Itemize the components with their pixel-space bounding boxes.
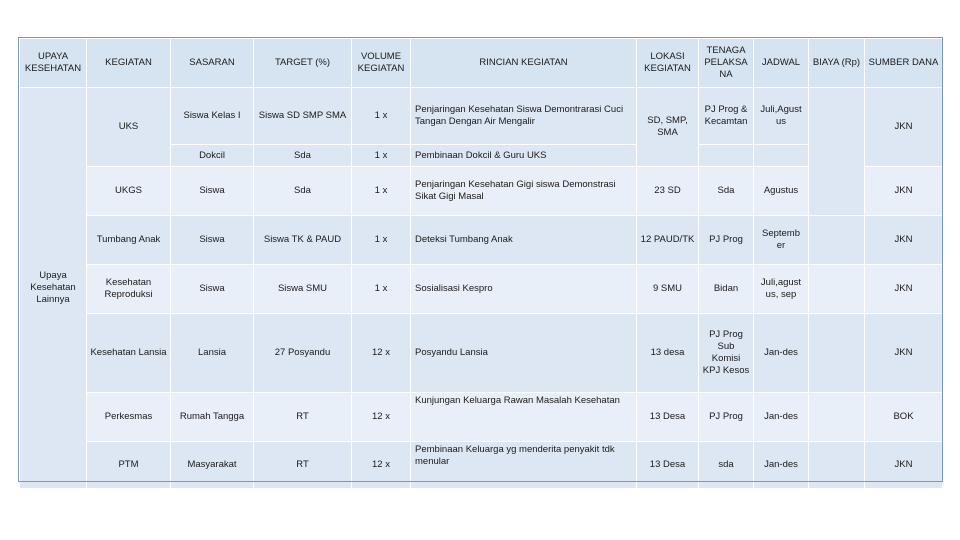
table-row xyxy=(20,216,943,265)
activity-table xyxy=(19,38,943,489)
header-jadwal: JADWAL xyxy=(754,39,809,88)
volume-cell: 1 x xyxy=(352,167,411,216)
sasaran-cell: Siswa Kelas I xyxy=(171,88,254,145)
lokasi-cell: SD, SMP, SMA xyxy=(637,88,699,167)
lokasi-cell: 13 Desa xyxy=(637,442,699,489)
sasaran-cell: Rumah Tangga xyxy=(171,393,254,442)
sumber-cell: JKN xyxy=(865,167,943,216)
header-tenaga: TENAGA PELAKSA NA xyxy=(699,39,754,88)
jadwal-cell: Agustus xyxy=(754,167,809,216)
rincian-cell: Penjaringan Kesehatan Gigi siswa Demonstrasi Sikat Gigi Masal xyxy=(411,167,637,216)
sumber-cell: JKN xyxy=(865,442,943,489)
jadwal-cell: Jan-des xyxy=(754,314,809,393)
volume-cell: 12 x xyxy=(352,393,411,442)
sasaran-cell: Siswa xyxy=(171,216,254,265)
rincian-cell: Pembinaan Dokcil & Guru UKS xyxy=(411,145,637,167)
upaya-cell: Upaya Kesehatan Lainnya xyxy=(20,88,87,489)
table-row xyxy=(20,393,943,442)
biaya-cell xyxy=(809,393,865,442)
lokasi-cell: 13 desa xyxy=(637,314,699,393)
volume-cell: 12 x xyxy=(352,442,411,489)
biaya-cell xyxy=(809,265,865,314)
target-cell: Siswa SMU xyxy=(254,265,352,314)
header-sumber: SUMBER DANA xyxy=(865,39,943,88)
kegiatan-cell: Perkesmas xyxy=(87,393,171,442)
header-sasaran: SASARAN xyxy=(171,39,254,88)
kegiatan-cell: Kesehatan Lansia xyxy=(87,314,171,393)
jadwal-cell: Juli,agust us, sep xyxy=(754,265,809,314)
target-cell: RT xyxy=(254,442,352,489)
activity-table-container xyxy=(19,38,942,481)
table-row xyxy=(20,314,943,393)
kegiatan-cell: UKGS xyxy=(87,167,171,216)
sumber-cell: BOK xyxy=(865,393,943,442)
sasaran-cell: Lansia xyxy=(171,314,254,393)
sumber-cell: JKN xyxy=(865,265,943,314)
rincian-cell: Deteksi Tumbang Anak xyxy=(411,216,637,265)
lokasi-cell: 13 Desa xyxy=(637,393,699,442)
sasaran-cell: Dokcil xyxy=(171,145,254,167)
volume-cell: 1 x xyxy=(352,145,411,167)
header-lokasi: LOKASI KEGIATAN xyxy=(637,39,699,88)
lokasi-cell: 12 PAUD/TK xyxy=(637,216,699,265)
header-biaya: BIAYA (Rp) xyxy=(809,39,865,88)
jadwal-cell xyxy=(754,145,809,167)
target-cell: Siswa SD SMP SMA xyxy=(254,88,352,145)
tenaga-cell: sda xyxy=(699,442,754,489)
header-volume: VOLUME KEGIATAN xyxy=(352,39,411,88)
sasaran-cell: Siswa xyxy=(171,265,254,314)
target-cell: Sda xyxy=(254,145,352,167)
header-upaya: UPAYA KESEHATAN xyxy=(20,39,87,88)
tenaga-cell: PJ Prog xyxy=(699,393,754,442)
table-row xyxy=(20,88,943,145)
volume-cell: 1 x xyxy=(352,88,411,145)
tenaga-cell: PJ Prog Sub Komisi KPJ Kesos xyxy=(699,314,754,393)
table-row xyxy=(20,265,943,314)
rincian-cell: Sosialisasi Kespro xyxy=(411,265,637,314)
table-row xyxy=(20,442,943,489)
jadwal-cell: Juli,Agust us xyxy=(754,88,809,145)
volume-cell: 12 x xyxy=(352,314,411,393)
volume-cell: 1 x xyxy=(352,265,411,314)
tenaga-cell: Bidan xyxy=(699,265,754,314)
lokasi-cell: 9 SMU xyxy=(637,265,699,314)
jadwal-cell: Septemb er xyxy=(754,216,809,265)
kegiatan-cell: Kesehatan Reproduksi xyxy=(87,265,171,314)
biaya-cell xyxy=(809,442,865,489)
target-cell: 27 Posyandu xyxy=(254,314,352,393)
sumber-cell: JKN xyxy=(865,216,943,265)
biaya-cell xyxy=(809,216,865,265)
kegiatan-cell: UKS xyxy=(87,88,171,167)
header-rincian: RINCIAN KEGIATAN xyxy=(411,39,637,88)
rincian-cell: Kunjungan Keluarga Rawan Masalah Kesehatan xyxy=(411,393,637,442)
rincian-cell: Pembinaan Keluarga yg menderita penyakit tdk menular xyxy=(411,442,637,489)
target-cell: RT xyxy=(254,393,352,442)
sumber-cell: JKN xyxy=(865,88,943,167)
biaya-cell xyxy=(809,314,865,393)
rincian-cell: Penjaringan Kesehatan Siswa Demontrarasi Cuci Tangan Dengan Air Mengalir xyxy=(411,88,637,145)
sasaran-cell: Siswa xyxy=(171,167,254,216)
tenaga-cell: Sda xyxy=(699,167,754,216)
header-target: TARGET (%) xyxy=(254,39,352,88)
lokasi-cell: 23 SD xyxy=(637,167,699,216)
tenaga-cell: PJ Prog & Kecamtan xyxy=(699,88,754,145)
kegiatan-cell: PTM xyxy=(87,442,171,489)
target-cell: Sda xyxy=(254,167,352,216)
sasaran-cell: Masyarakat xyxy=(171,442,254,489)
tenaga-cell xyxy=(699,145,754,167)
tenaga-cell: PJ Prog xyxy=(699,216,754,265)
sumber-cell: JKN xyxy=(865,314,943,393)
target-cell: Siswa TK & PAUD xyxy=(254,216,352,265)
header-row xyxy=(20,39,943,88)
jadwal-cell: Jan-des xyxy=(754,442,809,489)
table-row xyxy=(20,167,943,216)
biaya-cell xyxy=(809,88,865,216)
volume-cell: 1 x xyxy=(352,216,411,265)
jadwal-cell: Jan-des xyxy=(754,393,809,442)
rincian-cell: Posyandu Lansia xyxy=(411,314,637,393)
kegiatan-cell: Tumbang Anak xyxy=(87,216,171,265)
header-kegiatan: KEGIATAN xyxy=(87,39,171,88)
